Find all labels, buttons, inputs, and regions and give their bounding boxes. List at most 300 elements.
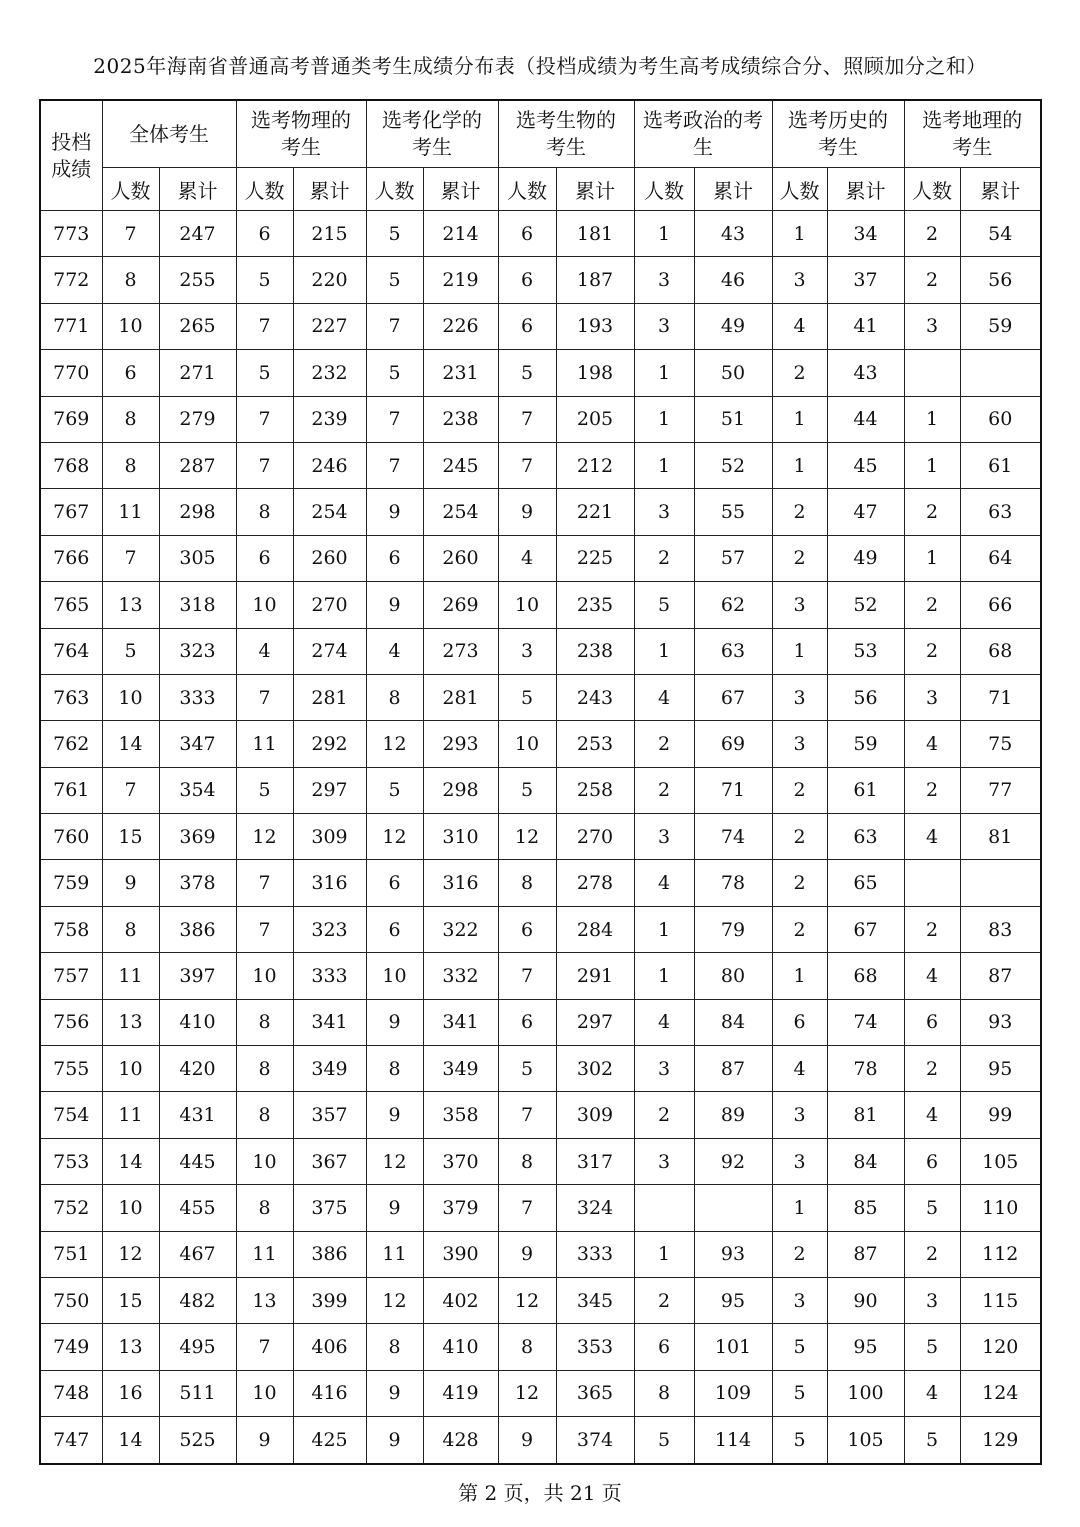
count-cell: 7 bbox=[366, 396, 423, 442]
count-cell: 3 bbox=[772, 1092, 827, 1138]
count-cell: 3 bbox=[772, 1277, 827, 1323]
cumulative-cell: 238 bbox=[423, 396, 498, 442]
count-cell: 2 bbox=[772, 767, 827, 813]
count-cell: 2 bbox=[904, 211, 960, 257]
count-cell: 5 bbox=[772, 1417, 827, 1464]
cumulative-cell: 225 bbox=[556, 535, 634, 581]
score-cell: 754 bbox=[40, 1092, 102, 1138]
count-cell: 6 bbox=[634, 1324, 694, 1370]
table-row bbox=[40, 211, 1041, 257]
cumulative-cell: 274 bbox=[293, 628, 366, 674]
cumulative-cell: 77 bbox=[960, 767, 1041, 813]
cumulative-cell: 333 bbox=[556, 1231, 634, 1277]
count-cell: 7 bbox=[366, 442, 423, 488]
cumulative-cell: 68 bbox=[827, 953, 904, 999]
page-footer: 第 2 页，共 21 页 bbox=[458, 1481, 622, 1505]
cumulative-cell: 219 bbox=[423, 257, 498, 303]
cumulative-cell: 302 bbox=[556, 1046, 634, 1092]
count-cell: 8 bbox=[102, 396, 159, 442]
count-cell: 12 bbox=[366, 1277, 423, 1323]
count-cell: 7 bbox=[236, 1324, 293, 1370]
score-cell: 752 bbox=[40, 1185, 102, 1231]
cumulative-header: 累计 bbox=[293, 168, 366, 211]
cumulative-cell: 57 bbox=[694, 535, 772, 581]
count-cell: 2 bbox=[904, 257, 960, 303]
table-row bbox=[40, 582, 1041, 628]
cumulative-cell: 67 bbox=[827, 906, 904, 952]
cumulative-cell: 246 bbox=[293, 442, 366, 488]
cumulative-cell: 298 bbox=[423, 767, 498, 813]
cumulative-cell: 270 bbox=[293, 582, 366, 628]
count-header: 人数 bbox=[904, 168, 960, 211]
cumulative-cell: 353 bbox=[556, 1324, 634, 1370]
score-cell: 757 bbox=[40, 953, 102, 999]
cumulative-cell: 369 bbox=[159, 814, 236, 860]
count-cell: 9 bbox=[366, 489, 423, 535]
cumulative-cell: 445 bbox=[159, 1138, 236, 1184]
cumulative-cell: 292 bbox=[293, 721, 366, 767]
cumulative-cell: 410 bbox=[159, 999, 236, 1045]
count-cell: 8 bbox=[498, 1324, 556, 1370]
count-cell: 13 bbox=[236, 1277, 293, 1323]
cumulative-cell: 235 bbox=[556, 582, 634, 628]
count-cell: 6 bbox=[366, 906, 423, 952]
count-cell: 10 bbox=[102, 1185, 159, 1231]
cumulative-cell: 115 bbox=[960, 1277, 1041, 1323]
cumulative-cell: 322 bbox=[423, 906, 498, 952]
cumulative-cell: 52 bbox=[827, 582, 904, 628]
cumulative-cell: 254 bbox=[293, 489, 366, 535]
count-cell: 5 bbox=[498, 767, 556, 813]
cumulative-cell: 61 bbox=[827, 767, 904, 813]
count-cell: 1 bbox=[634, 396, 694, 442]
cumulative-cell: 416 bbox=[293, 1370, 366, 1416]
cumulative-cell: 317 bbox=[556, 1138, 634, 1184]
table-row bbox=[40, 628, 1041, 674]
score-cell: 763 bbox=[40, 674, 102, 720]
count-cell: 5 bbox=[634, 582, 694, 628]
cumulative-cell: 284 bbox=[556, 906, 634, 952]
count-cell: 11 bbox=[102, 489, 159, 535]
count-cell: 11 bbox=[102, 1092, 159, 1138]
count-cell: 1 bbox=[634, 350, 694, 396]
cumulative-cell: 74 bbox=[827, 999, 904, 1045]
cumulative-cell: 105 bbox=[960, 1138, 1041, 1184]
group-header: 全体考生 bbox=[102, 100, 236, 168]
count-cell: 10 bbox=[102, 303, 159, 349]
cumulative-cell: 390 bbox=[423, 1231, 498, 1277]
count-cell: 2 bbox=[634, 767, 694, 813]
count-cell: 13 bbox=[102, 582, 159, 628]
table-row bbox=[40, 535, 1041, 581]
count-cell: 9 bbox=[498, 489, 556, 535]
count-cell: 6 bbox=[236, 535, 293, 581]
count-cell: 2 bbox=[772, 489, 827, 535]
cumulative-cell: 365 bbox=[556, 1370, 634, 1416]
count-cell: 12 bbox=[366, 814, 423, 860]
score-cell: 749 bbox=[40, 1324, 102, 1370]
count-cell: 3 bbox=[904, 1277, 960, 1323]
count-cell: 4 bbox=[366, 628, 423, 674]
cumulative-cell: 84 bbox=[827, 1138, 904, 1184]
score-cell: 755 bbox=[40, 1046, 102, 1092]
cumulative-cell: 53 bbox=[827, 628, 904, 674]
count-cell: 4 bbox=[904, 1370, 960, 1416]
cumulative-cell: 420 bbox=[159, 1046, 236, 1092]
cumulative-cell: 215 bbox=[293, 211, 366, 257]
score-cell: 764 bbox=[40, 628, 102, 674]
cumulative-cell: 87 bbox=[694, 1046, 772, 1092]
table-row bbox=[40, 953, 1041, 999]
cumulative-cell: 425 bbox=[293, 1417, 366, 1464]
table-row bbox=[40, 860, 1041, 906]
cumulative-cell: 114 bbox=[694, 1417, 772, 1464]
count-cell: 8 bbox=[236, 489, 293, 535]
count-cell: 4 bbox=[904, 814, 960, 860]
cumulative-cell: 71 bbox=[960, 674, 1041, 720]
cumulative-cell: 354 bbox=[159, 767, 236, 813]
count-cell: 9 bbox=[236, 1417, 293, 1464]
score-cell: 770 bbox=[40, 350, 102, 396]
cumulative-cell: 52 bbox=[694, 442, 772, 488]
count-header: 人数 bbox=[772, 168, 827, 211]
count-cell: 2 bbox=[904, 906, 960, 952]
table-row bbox=[40, 1370, 1041, 1416]
count-cell: 6 bbox=[498, 999, 556, 1045]
table-row bbox=[40, 721, 1041, 767]
table-row bbox=[40, 1092, 1041, 1138]
count-cell: 3 bbox=[772, 582, 827, 628]
count-cell: 8 bbox=[236, 999, 293, 1045]
table-row bbox=[40, 303, 1041, 349]
count-cell: 9 bbox=[498, 1417, 556, 1464]
count-cell: 7 bbox=[102, 767, 159, 813]
cumulative-cell: 467 bbox=[159, 1231, 236, 1277]
count-cell: 6 bbox=[498, 906, 556, 952]
count-cell bbox=[904, 860, 960, 906]
cumulative-cell: 120 bbox=[960, 1324, 1041, 1370]
cumulative-cell: 281 bbox=[423, 674, 498, 720]
group-header: 选考政治的考 生 bbox=[634, 100, 772, 168]
cumulative-header: 累计 bbox=[159, 168, 236, 211]
count-cell bbox=[634, 1185, 694, 1231]
cumulative-cell: 455 bbox=[159, 1185, 236, 1231]
count-cell: 8 bbox=[236, 1185, 293, 1231]
count-cell: 10 bbox=[236, 953, 293, 999]
cumulative-cell: 65 bbox=[827, 860, 904, 906]
count-cell: 4 bbox=[634, 860, 694, 906]
cumulative-cell: 81 bbox=[827, 1092, 904, 1138]
cumulative-cell: 231 bbox=[423, 350, 498, 396]
cumulative-cell: 406 bbox=[293, 1324, 366, 1370]
cumulative-cell: 54 bbox=[960, 211, 1041, 257]
cumulative-cell: 309 bbox=[293, 814, 366, 860]
cumulative-cell: 279 bbox=[159, 396, 236, 442]
cumulative-cell: 278 bbox=[556, 860, 634, 906]
cumulative-cell: 358 bbox=[423, 1092, 498, 1138]
count-cell: 9 bbox=[366, 1417, 423, 1464]
count-cell: 5 bbox=[366, 257, 423, 303]
count-cell: 3 bbox=[904, 674, 960, 720]
cumulative-cell: 64 bbox=[960, 535, 1041, 581]
cumulative-cell: 281 bbox=[293, 674, 366, 720]
cumulative-cell: 43 bbox=[827, 350, 904, 396]
count-cell: 11 bbox=[366, 1231, 423, 1277]
cumulative-cell: 181 bbox=[556, 211, 634, 257]
count-cell: 2 bbox=[772, 1231, 827, 1277]
count-cell: 3 bbox=[634, 1046, 694, 1092]
count-cell: 6 bbox=[904, 999, 960, 1045]
count-cell: 3 bbox=[634, 1138, 694, 1184]
count-cell: 12 bbox=[366, 1138, 423, 1184]
cumulative-cell: 270 bbox=[556, 814, 634, 860]
count-cell: 4 bbox=[498, 535, 556, 581]
cumulative-cell: 310 bbox=[423, 814, 498, 860]
count-cell: 14 bbox=[102, 1417, 159, 1464]
cumulative-cell: 341 bbox=[293, 999, 366, 1045]
count-cell: 6 bbox=[366, 535, 423, 581]
cumulative-cell: 431 bbox=[159, 1092, 236, 1138]
count-cell: 8 bbox=[498, 860, 556, 906]
count-cell: 2 bbox=[904, 767, 960, 813]
cumulative-cell: 44 bbox=[827, 396, 904, 442]
count-cell: 6 bbox=[772, 999, 827, 1045]
cumulative-cell: 370 bbox=[423, 1138, 498, 1184]
count-header: 人数 bbox=[634, 168, 694, 211]
cumulative-cell bbox=[960, 350, 1041, 396]
count-cell: 16 bbox=[102, 1370, 159, 1416]
count-cell: 10 bbox=[102, 1046, 159, 1092]
count-header: 人数 bbox=[236, 168, 293, 211]
count-cell: 1 bbox=[634, 628, 694, 674]
count-cell: 10 bbox=[498, 582, 556, 628]
count-cell: 7 bbox=[236, 396, 293, 442]
cumulative-cell: 112 bbox=[960, 1231, 1041, 1277]
score-cell: 762 bbox=[40, 721, 102, 767]
cumulative-cell: 93 bbox=[960, 999, 1041, 1045]
cumulative-cell: 399 bbox=[293, 1277, 366, 1323]
count-cell: 3 bbox=[772, 674, 827, 720]
group-header: 选考地理的 考生 bbox=[904, 100, 1041, 168]
count-cell: 2 bbox=[772, 350, 827, 396]
count-cell: 2 bbox=[634, 721, 694, 767]
count-cell: 5 bbox=[236, 257, 293, 303]
cumulative-cell: 318 bbox=[159, 582, 236, 628]
cumulative-cell: 99 bbox=[960, 1092, 1041, 1138]
cumulative-cell: 333 bbox=[159, 674, 236, 720]
cumulative-cell: 46 bbox=[694, 257, 772, 303]
cumulative-cell: 100 bbox=[827, 1370, 904, 1416]
score-cell: 751 bbox=[40, 1231, 102, 1277]
score-cell: 771 bbox=[40, 303, 102, 349]
count-cell: 2 bbox=[772, 535, 827, 581]
count-cell: 3 bbox=[498, 628, 556, 674]
score-cell: 766 bbox=[40, 535, 102, 581]
count-cell: 1 bbox=[772, 1185, 827, 1231]
cumulative-cell: 227 bbox=[293, 303, 366, 349]
cumulative-cell: 129 bbox=[960, 1417, 1041, 1464]
cumulative-header: 累计 bbox=[556, 168, 634, 211]
cumulative-cell: 43 bbox=[694, 211, 772, 257]
cumulative-cell: 110 bbox=[960, 1185, 1041, 1231]
cumulative-cell: 349 bbox=[423, 1046, 498, 1092]
table-row bbox=[40, 257, 1041, 303]
count-cell: 5 bbox=[102, 628, 159, 674]
count-cell: 7 bbox=[102, 535, 159, 581]
count-cell: 8 bbox=[102, 906, 159, 952]
count-cell: 5 bbox=[498, 1046, 556, 1092]
cumulative-cell: 245 bbox=[423, 442, 498, 488]
count-cell: 15 bbox=[102, 1277, 159, 1323]
cumulative-cell: 316 bbox=[293, 860, 366, 906]
cumulative-cell: 260 bbox=[423, 535, 498, 581]
cumulative-header: 累计 bbox=[827, 168, 904, 211]
cumulative-cell: 345 bbox=[556, 1277, 634, 1323]
page-title: 2025年海南省普通高考普通类考生成绩分布表（投档成绩为考生高考成绩综合分、照顾加分之和） bbox=[93, 54, 987, 78]
cumulative-cell: 66 bbox=[960, 582, 1041, 628]
count-cell: 2 bbox=[772, 814, 827, 860]
cumulative-cell: 220 bbox=[293, 257, 366, 303]
count-cell: 7 bbox=[102, 211, 159, 257]
count-cell: 3 bbox=[772, 257, 827, 303]
cumulative-cell: 90 bbox=[827, 1277, 904, 1323]
table-row bbox=[40, 906, 1041, 952]
table-row bbox=[40, 674, 1041, 720]
cumulative-cell: 51 bbox=[694, 396, 772, 442]
count-cell: 1 bbox=[772, 396, 827, 442]
cumulative-cell: 260 bbox=[293, 535, 366, 581]
count-cell: 7 bbox=[236, 303, 293, 349]
count-cell: 13 bbox=[102, 1324, 159, 1370]
count-cell: 1 bbox=[904, 535, 960, 581]
cumulative-cell: 265 bbox=[159, 303, 236, 349]
group-header: 选考化学的 考生 bbox=[366, 100, 498, 168]
score-cell: 761 bbox=[40, 767, 102, 813]
cumulative-cell: 81 bbox=[960, 814, 1041, 860]
cumulative-cell: 375 bbox=[293, 1185, 366, 1231]
score-cell: 748 bbox=[40, 1370, 102, 1416]
cumulative-cell: 525 bbox=[159, 1417, 236, 1464]
count-cell: 7 bbox=[236, 442, 293, 488]
cumulative-cell: 379 bbox=[423, 1185, 498, 1231]
count-cell: 7 bbox=[498, 1185, 556, 1231]
cumulative-cell: 402 bbox=[423, 1277, 498, 1323]
cumulative-cell: 253 bbox=[556, 721, 634, 767]
count-cell: 12 bbox=[498, 814, 556, 860]
cumulative-cell: 75 bbox=[960, 721, 1041, 767]
count-cell: 1 bbox=[772, 628, 827, 674]
cumulative-cell: 198 bbox=[556, 350, 634, 396]
count-cell: 2 bbox=[904, 582, 960, 628]
cumulative-cell: 95 bbox=[827, 1324, 904, 1370]
count-cell: 1 bbox=[634, 211, 694, 257]
cumulative-cell: 341 bbox=[423, 999, 498, 1045]
table-row bbox=[40, 396, 1041, 442]
count-cell: 14 bbox=[102, 1138, 159, 1184]
cumulative-cell: 255 bbox=[159, 257, 236, 303]
count-cell: 8 bbox=[366, 1046, 423, 1092]
count-cell: 5 bbox=[366, 767, 423, 813]
cumulative-cell: 347 bbox=[159, 721, 236, 767]
cumulative-cell: 78 bbox=[694, 860, 772, 906]
count-cell: 5 bbox=[366, 211, 423, 257]
cumulative-cell: 419 bbox=[423, 1370, 498, 1416]
score-cell: 765 bbox=[40, 582, 102, 628]
count-cell: 3 bbox=[772, 721, 827, 767]
cumulative-cell: 298 bbox=[159, 489, 236, 535]
count-cell: 10 bbox=[236, 1138, 293, 1184]
table-row bbox=[40, 999, 1041, 1045]
count-header: 人数 bbox=[102, 168, 159, 211]
cumulative-cell: 78 bbox=[827, 1046, 904, 1092]
count-cell: 5 bbox=[634, 1417, 694, 1464]
cumulative-header: 累计 bbox=[423, 168, 498, 211]
cumulative-cell: 273 bbox=[423, 628, 498, 674]
count-cell: 12 bbox=[366, 721, 423, 767]
group-header: 选考物理的 考生 bbox=[236, 100, 366, 168]
count-cell: 12 bbox=[236, 814, 293, 860]
table-row bbox=[40, 1324, 1041, 1370]
count-cell: 8 bbox=[236, 1092, 293, 1138]
count-cell: 3 bbox=[634, 814, 694, 860]
cumulative-cell: 84 bbox=[694, 999, 772, 1045]
count-header: 人数 bbox=[366, 168, 423, 211]
cumulative-cell: 34 bbox=[827, 211, 904, 257]
count-cell: 5 bbox=[498, 674, 556, 720]
cumulative-cell: 221 bbox=[556, 489, 634, 535]
count-cell: 8 bbox=[366, 674, 423, 720]
count-cell: 7 bbox=[366, 303, 423, 349]
count-cell: 12 bbox=[498, 1370, 556, 1416]
score-distribution-table bbox=[39, 99, 1042, 1465]
count-cell: 14 bbox=[102, 721, 159, 767]
count-cell: 5 bbox=[772, 1370, 827, 1416]
cumulative-cell: 69 bbox=[694, 721, 772, 767]
cumulative-cell: 386 bbox=[293, 1231, 366, 1277]
count-cell: 7 bbox=[236, 860, 293, 906]
count-cell: 8 bbox=[498, 1138, 556, 1184]
count-cell: 5 bbox=[904, 1185, 960, 1231]
count-cell: 9 bbox=[366, 1370, 423, 1416]
cumulative-cell: 59 bbox=[960, 303, 1041, 349]
count-header: 人数 bbox=[498, 168, 556, 211]
cumulative-cell: 109 bbox=[694, 1370, 772, 1416]
count-cell: 3 bbox=[634, 303, 694, 349]
cumulative-cell: 45 bbox=[827, 442, 904, 488]
cumulative-cell: 61 bbox=[960, 442, 1041, 488]
count-cell: 1 bbox=[634, 442, 694, 488]
table-row bbox=[40, 489, 1041, 535]
count-cell bbox=[904, 350, 960, 396]
cumulative-cell: 291 bbox=[556, 953, 634, 999]
cumulative-cell: 410 bbox=[423, 1324, 498, 1370]
cumulative-cell: 386 bbox=[159, 906, 236, 952]
count-cell: 5 bbox=[366, 350, 423, 396]
cumulative-cell bbox=[694, 1185, 772, 1231]
cumulative-cell: 63 bbox=[827, 814, 904, 860]
count-cell: 10 bbox=[102, 674, 159, 720]
count-cell: 5 bbox=[904, 1417, 960, 1464]
count-cell: 11 bbox=[236, 1231, 293, 1277]
count-cell: 1 bbox=[634, 906, 694, 952]
count-cell: 5 bbox=[904, 1324, 960, 1370]
cumulative-cell: 287 bbox=[159, 442, 236, 488]
cumulative-cell: 47 bbox=[827, 489, 904, 535]
cumulative-cell: 56 bbox=[827, 674, 904, 720]
cumulative-cell: 205 bbox=[556, 396, 634, 442]
cumulative-cell: 333 bbox=[293, 953, 366, 999]
count-cell: 7 bbox=[498, 396, 556, 442]
